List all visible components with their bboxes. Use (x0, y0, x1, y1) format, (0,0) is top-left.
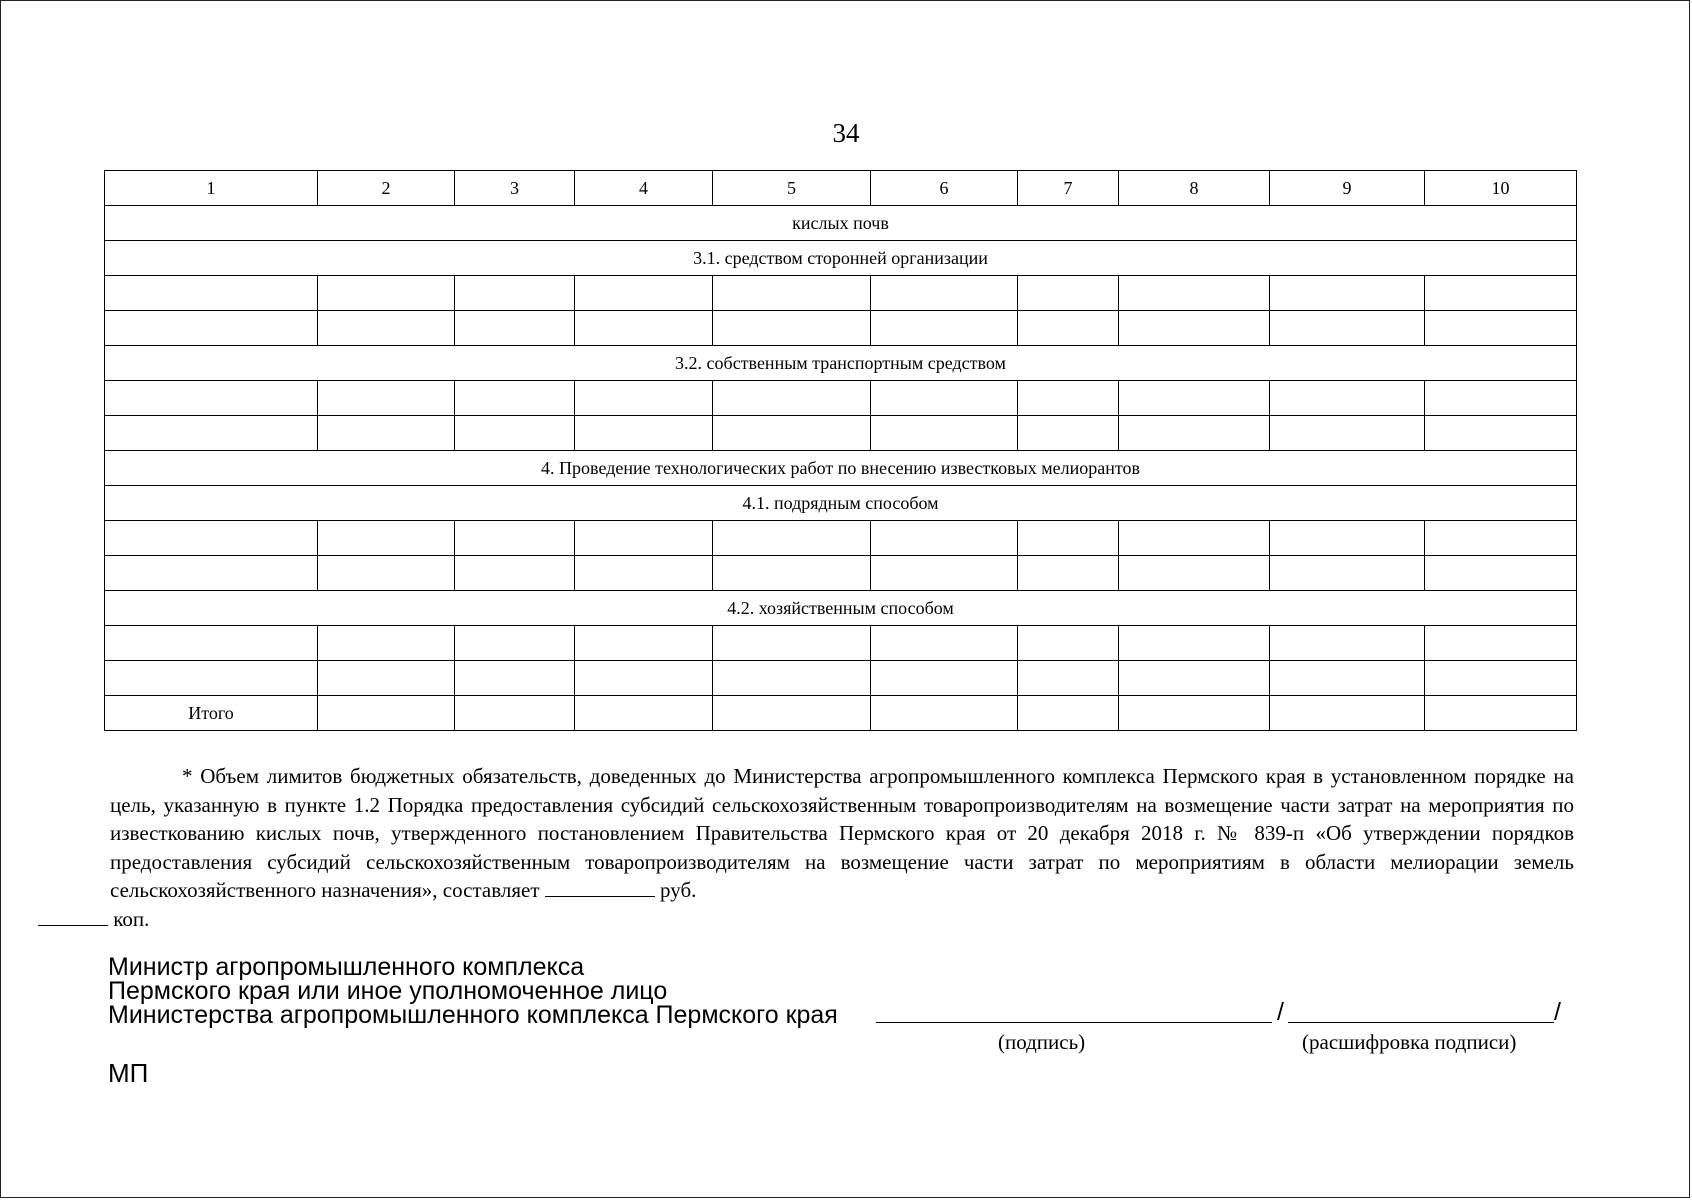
table-cell (1018, 626, 1119, 661)
table-cell (455, 521, 575, 556)
table-cell (871, 521, 1018, 556)
table-cell (1270, 311, 1425, 346)
table-cell (105, 381, 318, 416)
table-cell (1119, 276, 1270, 311)
table-cell (318, 661, 455, 696)
table-cell (1018, 416, 1119, 451)
column-number-row (105, 171, 1577, 206)
decoding-line (1288, 1022, 1554, 1023)
column-number: 9 (1270, 171, 1425, 206)
table-cell (455, 626, 575, 661)
table-row (105, 661, 1577, 696)
table-cell (1119, 661, 1270, 696)
table-cell (1425, 276, 1577, 311)
table-cell (1425, 696, 1577, 731)
table-row (105, 311, 1577, 346)
section-row (105, 591, 1577, 626)
column-number: 5 (713, 171, 871, 206)
table-cell (713, 381, 871, 416)
table-cell (713, 661, 871, 696)
table-cell (575, 276, 713, 311)
table-cell (713, 626, 871, 661)
table-cell (1119, 696, 1270, 731)
section-title: 3.1. средством сторонней организации (105, 241, 1577, 276)
slash-right: / (1554, 998, 1561, 1026)
table-cell (713, 276, 871, 311)
table-cell (871, 661, 1018, 696)
table-cell (1018, 381, 1119, 416)
footnote-text: * Объем лимитов бюджетных обязательств, доведенных до Министерства агропромышленного комплекса Пермского края в установленном порядке на цель, указанную в пункте 1.2 Порядка предоставления субсидий сельскохозяйственным товаропроизводителям на возмещение части затрат на мероприятия по известкованию кислых почв, утвержденного постановлением Правительства Пермского края от 20 декабря 2018 г. № 839-п «Об утверждении порядков предоставления субсидий сельскохозяйственным товаропроизводителям на возмещение части затрат по мероприятиям в области мелиорации земель сельскохозяйственного назначения», составляет (110, 764, 1574, 902)
table-cell (1018, 556, 1119, 591)
section-title: 4. Проведение технологических работ по внесению известковых мелиорантов (105, 451, 1577, 486)
table-row (105, 556, 1577, 591)
table-cell (575, 626, 713, 661)
table-cell (455, 381, 575, 416)
table-cell (1270, 696, 1425, 731)
table-cell (318, 626, 455, 661)
table-cell (455, 661, 575, 696)
table-cell (871, 696, 1018, 731)
table-cell (455, 556, 575, 591)
page-number: 34 (832, 118, 860, 148)
table-cell (1119, 521, 1270, 556)
section-title: 4.1. подрядным способом (105, 486, 1577, 521)
table-cell (871, 556, 1018, 591)
table-cell (1425, 661, 1577, 696)
table-cell (575, 696, 713, 731)
table-cell (1270, 416, 1425, 451)
rub-label: руб. (660, 878, 697, 902)
table-cell (318, 556, 455, 591)
table-cell (1270, 521, 1425, 556)
column-number: 6 (871, 171, 1018, 206)
table-cell (318, 276, 455, 311)
table-cell (1270, 661, 1425, 696)
table-cell (871, 381, 1018, 416)
table-row (105, 521, 1577, 556)
table-cell (1425, 381, 1577, 416)
table-cell (455, 416, 575, 451)
table-cell (318, 381, 455, 416)
total-row (105, 696, 1577, 731)
table-cell (1018, 276, 1119, 311)
column-number: 8 (1119, 171, 1270, 206)
table-cell (1119, 626, 1270, 661)
table-cell (1425, 521, 1577, 556)
table-cell (871, 311, 1018, 346)
signatory-line-3: Министерства агропромышленного комплекса Пермского края (108, 1001, 838, 1029)
table-cell (1270, 381, 1425, 416)
table-cell (455, 696, 575, 731)
column-number: 7 (1018, 171, 1119, 206)
table-cell (318, 521, 455, 556)
table-cell (105, 276, 318, 311)
table-cell (1270, 556, 1425, 591)
table-cell (318, 416, 455, 451)
signatory-line-2: Пермского края или иное уполномоченное лицо (108, 977, 668, 1005)
table-cell (575, 416, 713, 451)
table-cell (1018, 696, 1119, 731)
table-cell (713, 311, 871, 346)
signature-line (876, 1022, 1272, 1023)
kop-label: коп. (113, 906, 150, 931)
column-number: 3 (455, 171, 575, 206)
signatory-block (108, 955, 838, 1027)
stamp-label: МП (108, 1058, 149, 1088)
table-body (105, 171, 1577, 731)
table-cell (1119, 416, 1270, 451)
kop-blank (38, 907, 108, 926)
rub-blank (545, 878, 655, 897)
table-cell (871, 276, 1018, 311)
table-cell (1018, 521, 1119, 556)
table-cell (105, 521, 318, 556)
column-number: 1 (105, 171, 318, 206)
table-row (105, 416, 1577, 451)
column-number: 4 (575, 171, 713, 206)
section-title: 3.2. собственным транспортным средством (105, 346, 1577, 381)
table-cell (1018, 661, 1119, 696)
table-cell (713, 416, 871, 451)
table-cell (575, 661, 713, 696)
report-table (104, 170, 1577, 731)
table-cell (105, 416, 318, 451)
table-cell (871, 416, 1018, 451)
table-cell (1270, 276, 1425, 311)
slash-left: / (1277, 998, 1284, 1026)
table-cell (871, 626, 1018, 661)
table-cell (1270, 626, 1425, 661)
section-row (105, 451, 1577, 486)
column-number: 10 (1425, 171, 1577, 206)
footnote (110, 762, 1574, 933)
table-cell (1018, 311, 1119, 346)
table-cell (455, 276, 575, 311)
table-cell (575, 381, 713, 416)
section-row (105, 346, 1577, 381)
signatory-line-1: Министр агропромышленного комплекса (108, 953, 585, 981)
table-cell (575, 556, 713, 591)
table-cell (575, 521, 713, 556)
table-cell (455, 311, 575, 346)
table-cell (713, 521, 871, 556)
table-cell (1425, 556, 1577, 591)
table-cell (1119, 556, 1270, 591)
table-cell (105, 556, 318, 591)
table-cell (1119, 311, 1270, 346)
table-cell (105, 626, 318, 661)
decoding-caption: (расшифровка подписи) (1302, 1030, 1517, 1054)
table-cell (318, 311, 455, 346)
table-cell (105, 311, 318, 346)
table-cell (318, 696, 455, 731)
table-cell (575, 311, 713, 346)
section-row (105, 241, 1577, 276)
table-cell (1119, 381, 1270, 416)
table-row (105, 626, 1577, 661)
table-cell (713, 556, 871, 591)
table-cell (1425, 416, 1577, 451)
table-row (105, 276, 1577, 311)
table-cell (1425, 626, 1577, 661)
section-row (105, 486, 1577, 521)
table-cell (105, 661, 318, 696)
section-row (105, 206, 1577, 241)
table-cell (1425, 311, 1577, 346)
signature-caption: (подпись) (998, 1030, 1086, 1054)
section-title: кислых почв (105, 206, 1577, 241)
column-number: 2 (318, 171, 455, 206)
table-cell (713, 696, 871, 731)
section-title: 4.2. хозяйственным способом (105, 591, 1577, 626)
table-row (105, 381, 1577, 416)
total-label: Итого (105, 696, 318, 731)
